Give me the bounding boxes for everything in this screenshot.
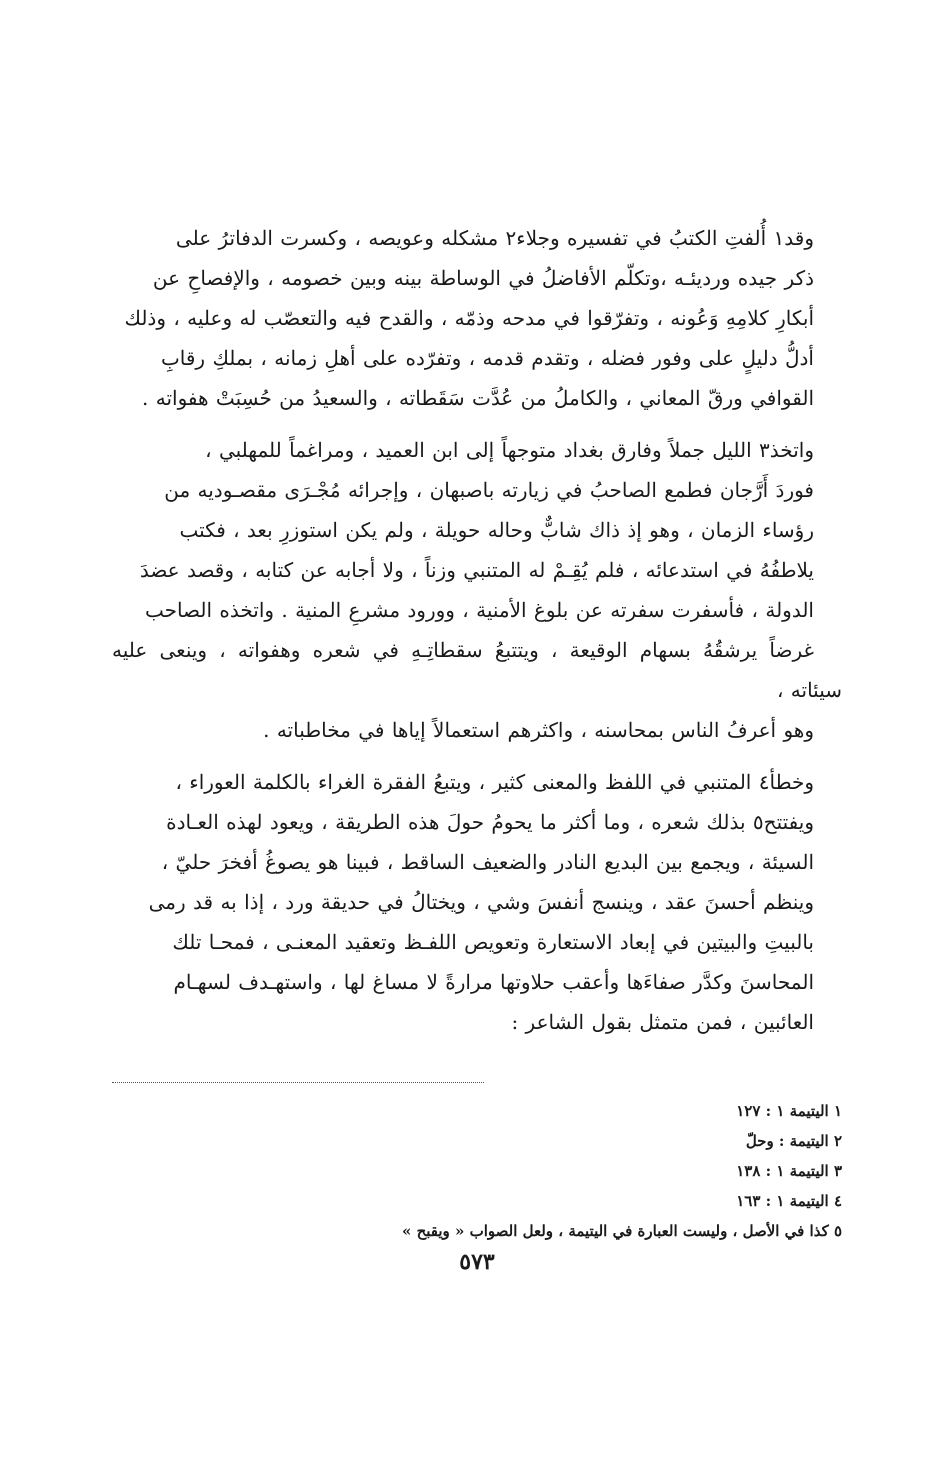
- text-line: وقد١ أُلفتِ الكتبُ في تفسيره وجلاء٢ مشكله وعويصه ، وكسرت الدفاترُ على: [175, 226, 814, 250]
- text-line: السيئة ، ويجمع بين البديع النادر والضعيف الساقط ، فبينا هو يصوغُ أفخرَ حليّ ،: [161, 850, 814, 874]
- footnote-4: ٤ اليتيمة ١ : ١٦٣: [736, 1192, 842, 1210]
- page-number: ٥٧٣: [459, 1249, 495, 1275]
- text-line: العائبين ، فمن متمثل بقول الشاعر :: [511, 1010, 814, 1034]
- text-line: ذكر جيده ورديئـه ،وتكلّم الأفاضلُ في الوساطة بينه وبين خصومه ، والإفصاحِ عن: [152, 266, 814, 290]
- text-line: أدلُّ دليلٍ على وفور فضله ، وتقدم قدمه ، وتفرّده على أهلِ زمانه ، بملكِ رقابِ: [160, 346, 814, 370]
- text-line: وخطأ٤ المتنبي في اللفظ والمعنى كثير ، ويتبعُ الفقرة الغراء بالكلمة العوراء ،: [175, 770, 814, 794]
- footnotes: [112, 1096, 842, 1246]
- text-line: أبكارِ كلامِهِ وَعُونه ، وتفرّقوا في مدحه وذمّه ، والقدح فيه والتعصّب له وعليه ، وذلك: [124, 306, 814, 330]
- paragraph-1: [112, 218, 842, 418]
- footnote-1: ١ اليتيمة ١ : ١٢٧: [736, 1102, 842, 1120]
- paragraph-2: [112, 430, 842, 750]
- footnote-divider: [112, 1082, 484, 1083]
- paragraph-3: [112, 762, 842, 1042]
- text-line: القوافي ورقّ المعاني ، والكاملُ من عُدَّت سَقَطاته ، والسعيدُ من حُسِبَتْ هفواته .: [142, 386, 814, 410]
- footnote-3: ٣ اليتيمة ١ : ١٣٨: [736, 1162, 842, 1180]
- footnote-5: ٥ كذا في الأصل ، وليست العبارة في اليتيمة ، ولعل الصواب « ويقبح »: [401, 1222, 842, 1240]
- text-line: الدولة ، فأسفرت سفرته عن بلوغ الأمنية ، وورود مشرعِ المنية . واتخذه الصاحب: [144, 598, 814, 622]
- text-line: ويفتتح٥ بذلك شعره ، وما أكثر ما يحومُ حولَ هذه الطريقة ، ويعود لهذه العـادة: [166, 810, 814, 834]
- text-line: وهو أعرفُ الناس بمحاسنه ، واكثرهم استعمالاً إياها في مخاطباته .: [263, 718, 814, 742]
- footnote-2: ٢ اليتيمة : وحلّ: [745, 1132, 842, 1150]
- text-line: واتخذ٣ الليل جملاً وفارق بغداد متوجهاً إلى ابن العميد ، ومراغماً للمهلبي ،: [205, 438, 814, 462]
- text-line: وينظم أحسنَ عقد ، وينسج أنفسَ وشي ، ويختالُ في حديقة ورد ، إذا به قد رمى: [148, 890, 814, 914]
- text-line: فوردَ أَرَّجان فطمع الصاحبُ في زيارته باصبهان ، وإجرائه مُجْـرَى مقصـوديه من: [164, 478, 814, 502]
- main-text: [112, 218, 842, 1054]
- text-line: بالبيتِ والبيتين في إبعاد الاستعارة وتعويص اللفـظ وتعقيد المعنـى ، فمحـا تلك: [172, 930, 814, 954]
- text-line: رؤساء الزمان ، وهو إذ ذاك شابٌّ وحاله حويلة ، ولم يكن استوزرِ بعد ، فكتب: [179, 518, 814, 542]
- text-line: غرضاً يرشقُهُ بسهام الوقيعة ، ويتتبعُ سقطاتِـهِ في شعره وهفواته ، وينعى عليه سيئاته ،: [112, 638, 842, 702]
- text-line: المحاسنَ وكدَّر صفاءَها وأعقب حلاوتها مرارةً لا مساغ لها ، واستهـدف لسهـام: [173, 970, 814, 994]
- text-line: يلاطفُهُ في استدعائه ، فلم يُقِـمْ له المتنبي وزناً ، ولا أجابه عن كتابه ، وقصد عضدَ: [139, 558, 814, 582]
